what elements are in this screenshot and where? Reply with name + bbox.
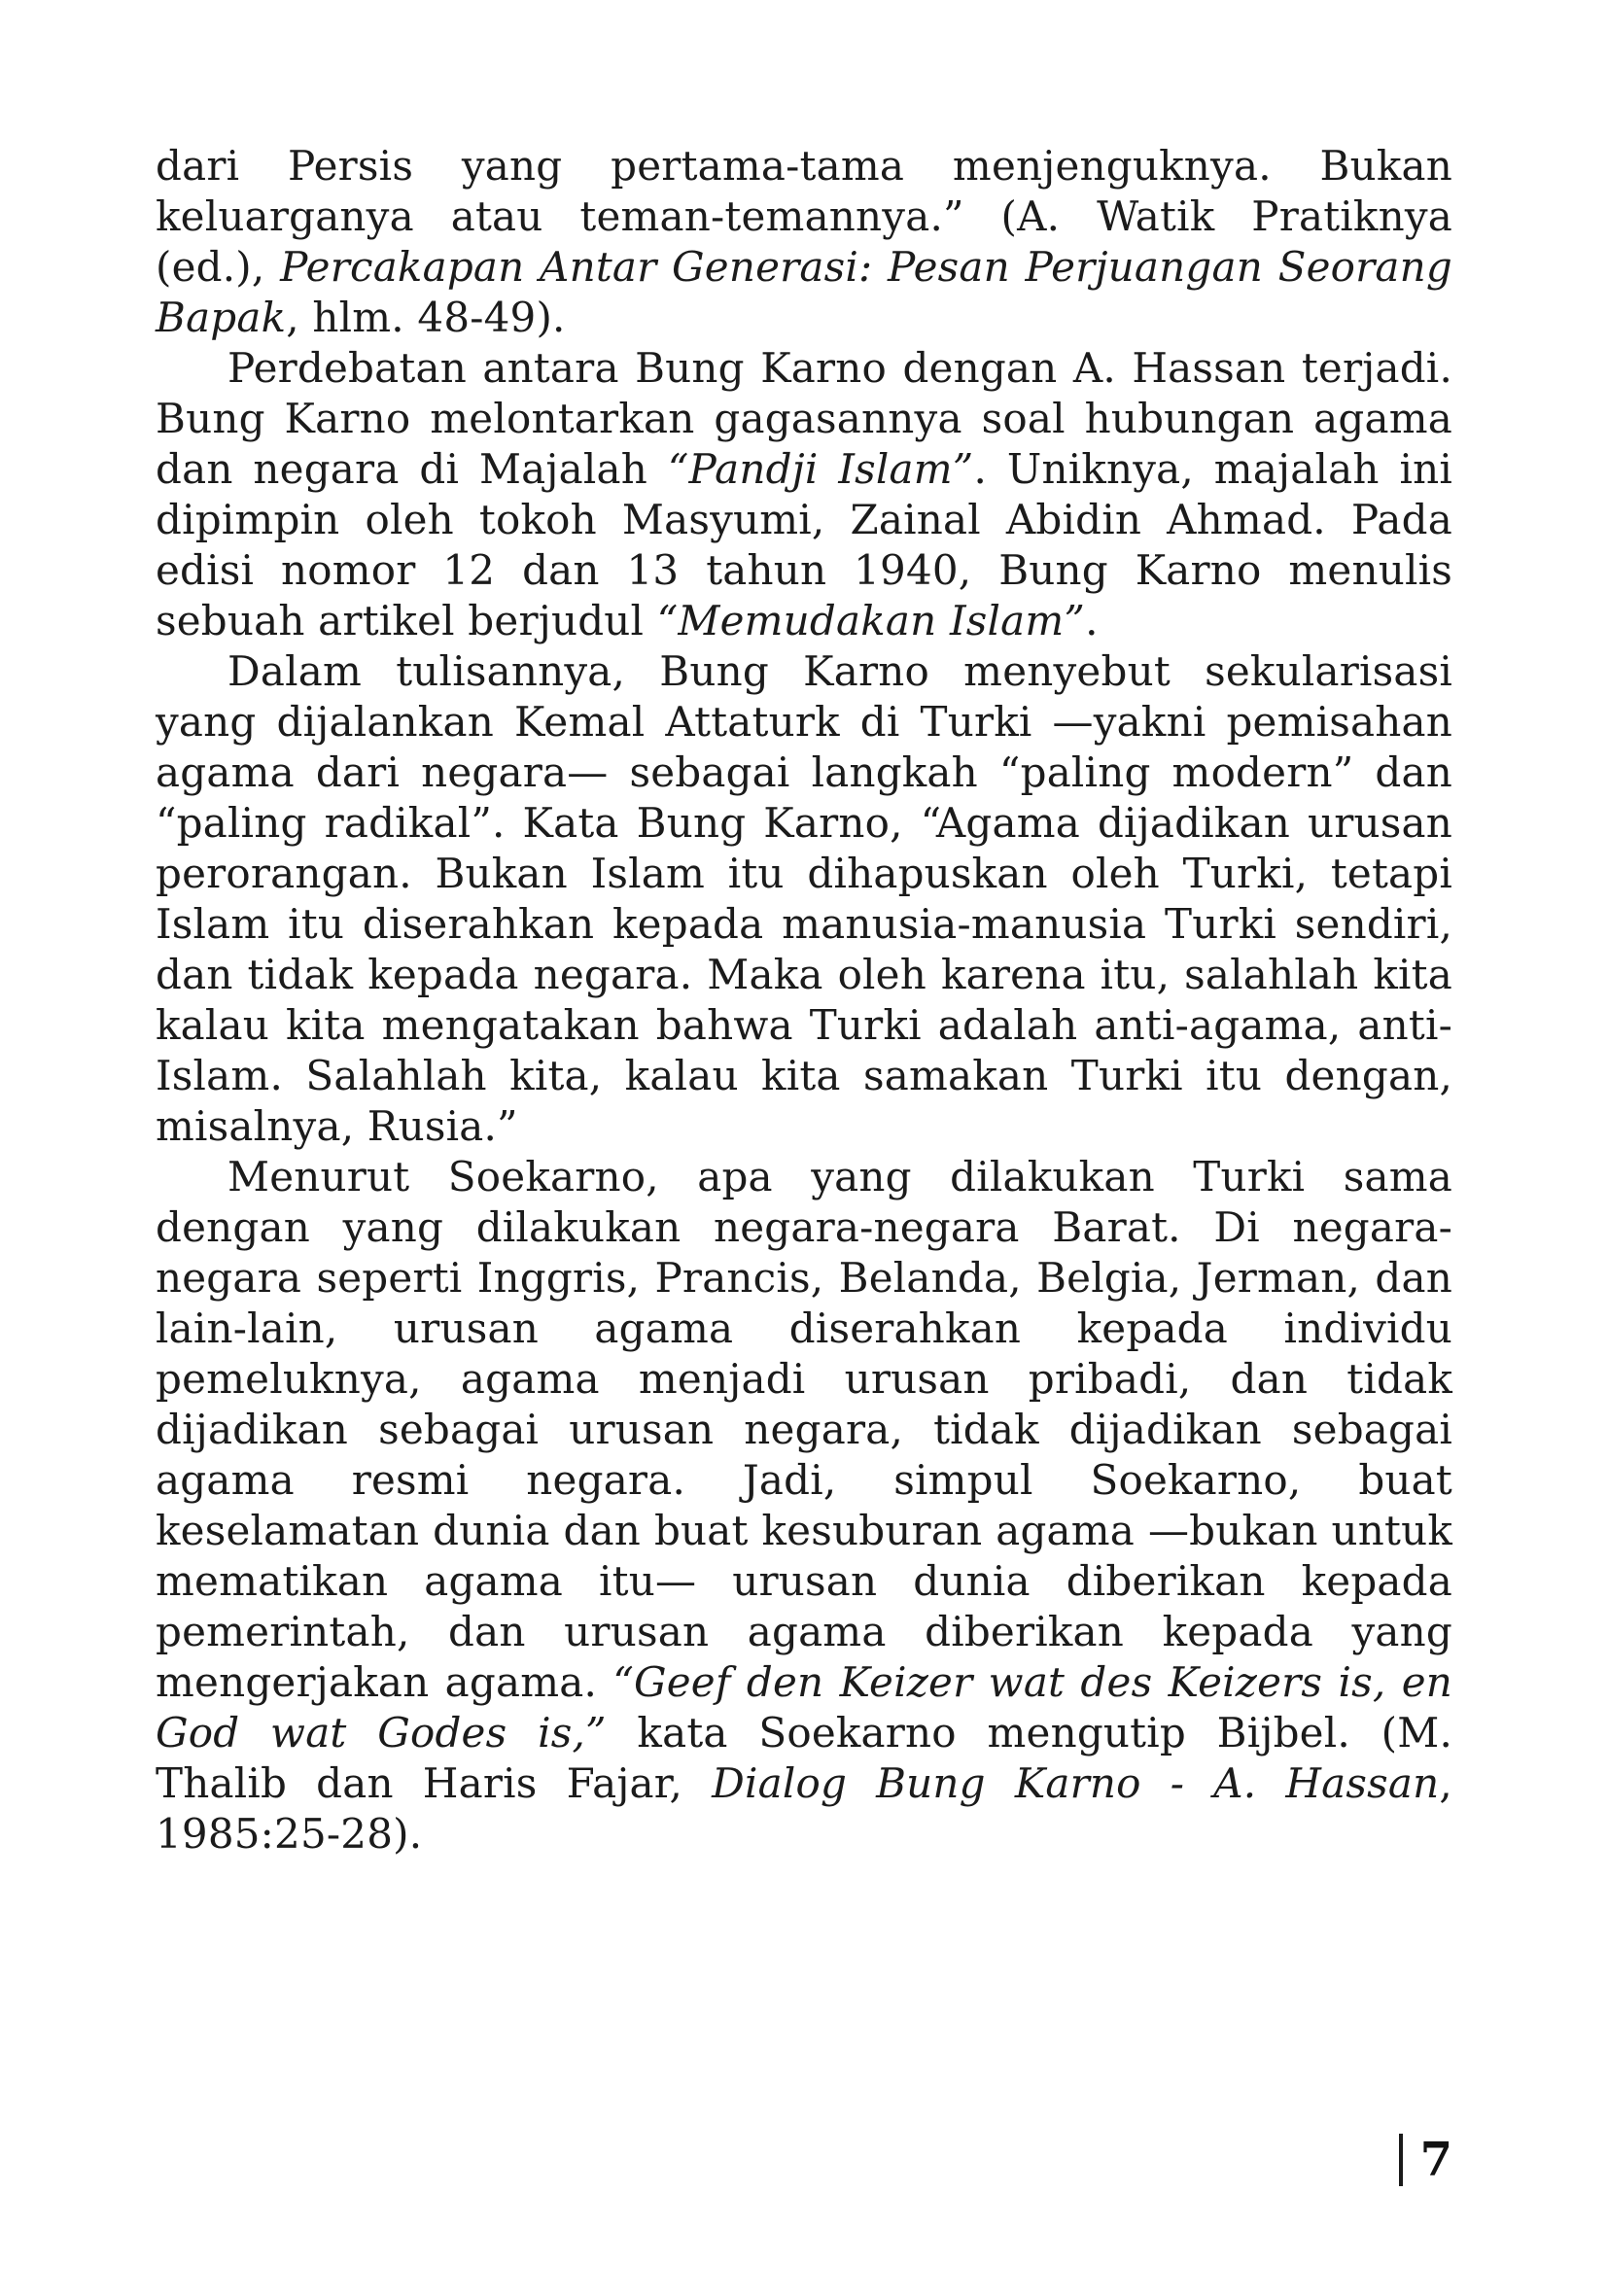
- text-run: Perdebatan antara Bung Karno dengan A. Hassan terjadi. Bung Karno melontarkan gagasannya soal hubungan agama dan negara di Majalah: [156, 344, 1452, 493]
- page-number: 7: [1419, 2133, 1452, 2187]
- folio-divider: [1399, 2134, 1403, 2186]
- italic-run-bible-quote: “Geef den Keizer wat des Keizers is, en God wat Godes is,”: [156, 1658, 1452, 1757]
- italic-run-article-title: “Memudakan Islam”: [656, 597, 1086, 644]
- italic-run-magazine-title: “Pandji Islam”: [667, 445, 974, 493]
- text-run: Dalam tulisannya, Bung Karno menyebut sekularisasi yang dijalankan Kemal Attaturk di Turki —yakni pemisahan agama dari negara— sebagai langkah “paling modern” dan “paling radikal”. Kata Bung Karno, “Agama dijadikan urusan perorangan. Bukan Islam itu dihapuskan oleh Turki, tetapi Islam itu diserahkan kepada manusia-manusia Turki sendiri, dan tidak kepada negara. Maka oleh karena itu, salahlah kita kalau kita mengatakan bahwa Turki adalah anti-agama, anti-Islam. Salahlah kita, kalau kita samakan Turki itu dengan, misalnya, Rusia.”: [156, 647, 1452, 1150]
- text-run: . Uniknya, majalah ini dipimpin oleh tokoh Masyumi, Zainal Abidin Ahmad. Pada edisi nomor 12 dan 13 tahun 1940, Bung Karno menulis sebuah artikel berjudul: [156, 445, 1452, 644]
- text-run: dari Persis yang pertama-tama menjenguknya. Bukan keluarganya atau teman-temannya.” (A. Watik Pratiknya (ed.),: [156, 142, 1452, 291]
- paragraph-3: [156, 646, 1452, 1152]
- text-run: Menurut Soekarno, apa yang dilakukan Turki sama dengan yang dilakukan negara-negara Barat. Di negara-negara seperti Inggris, Prancis, Belanda, Belgia, Jerman, dan lain-lain, urusan agama diserahkan kepada individu pemeluknya, agama menjadi urusan pribadi, dan tidak dijadikan sebagai urusan negara, tidak dijadikan sebagai agama resmi negara. Jadi, simpul Soekarno, buat keselamatan dunia dan buat kesuburan agama —bukan untuk mematikan agama itu— urusan dunia diberikan kepada pemerintah, dan urusan agama diberikan kepada yang mengerjakan agama.: [156, 1153, 1452, 1706]
- italic-run-book-title: Dialog Bung Karno - A. Hassan: [712, 1759, 1440, 1807]
- text-run: , 1985:25-28).: [156, 1759, 1452, 1858]
- paragraph-2: [156, 343, 1452, 646]
- text-run: .: [1085, 597, 1099, 644]
- body-text: [156, 141, 1452, 1860]
- text-run: , hlm. 48-49).: [286, 294, 566, 341]
- page-number-row: [156, 2134, 1452, 2186]
- text-run: kata Soekarno mengutip Bijbel. (M. Thalib dan Haris Fajar,: [156, 1709, 1452, 1807]
- italic-run-book-title: Percakapan Antar Generasi: Pesan Perjuangan Seorang Bapak: [156, 243, 1453, 341]
- paragraph-1: [156, 141, 1452, 343]
- paragraph-4: [156, 1152, 1452, 1860]
